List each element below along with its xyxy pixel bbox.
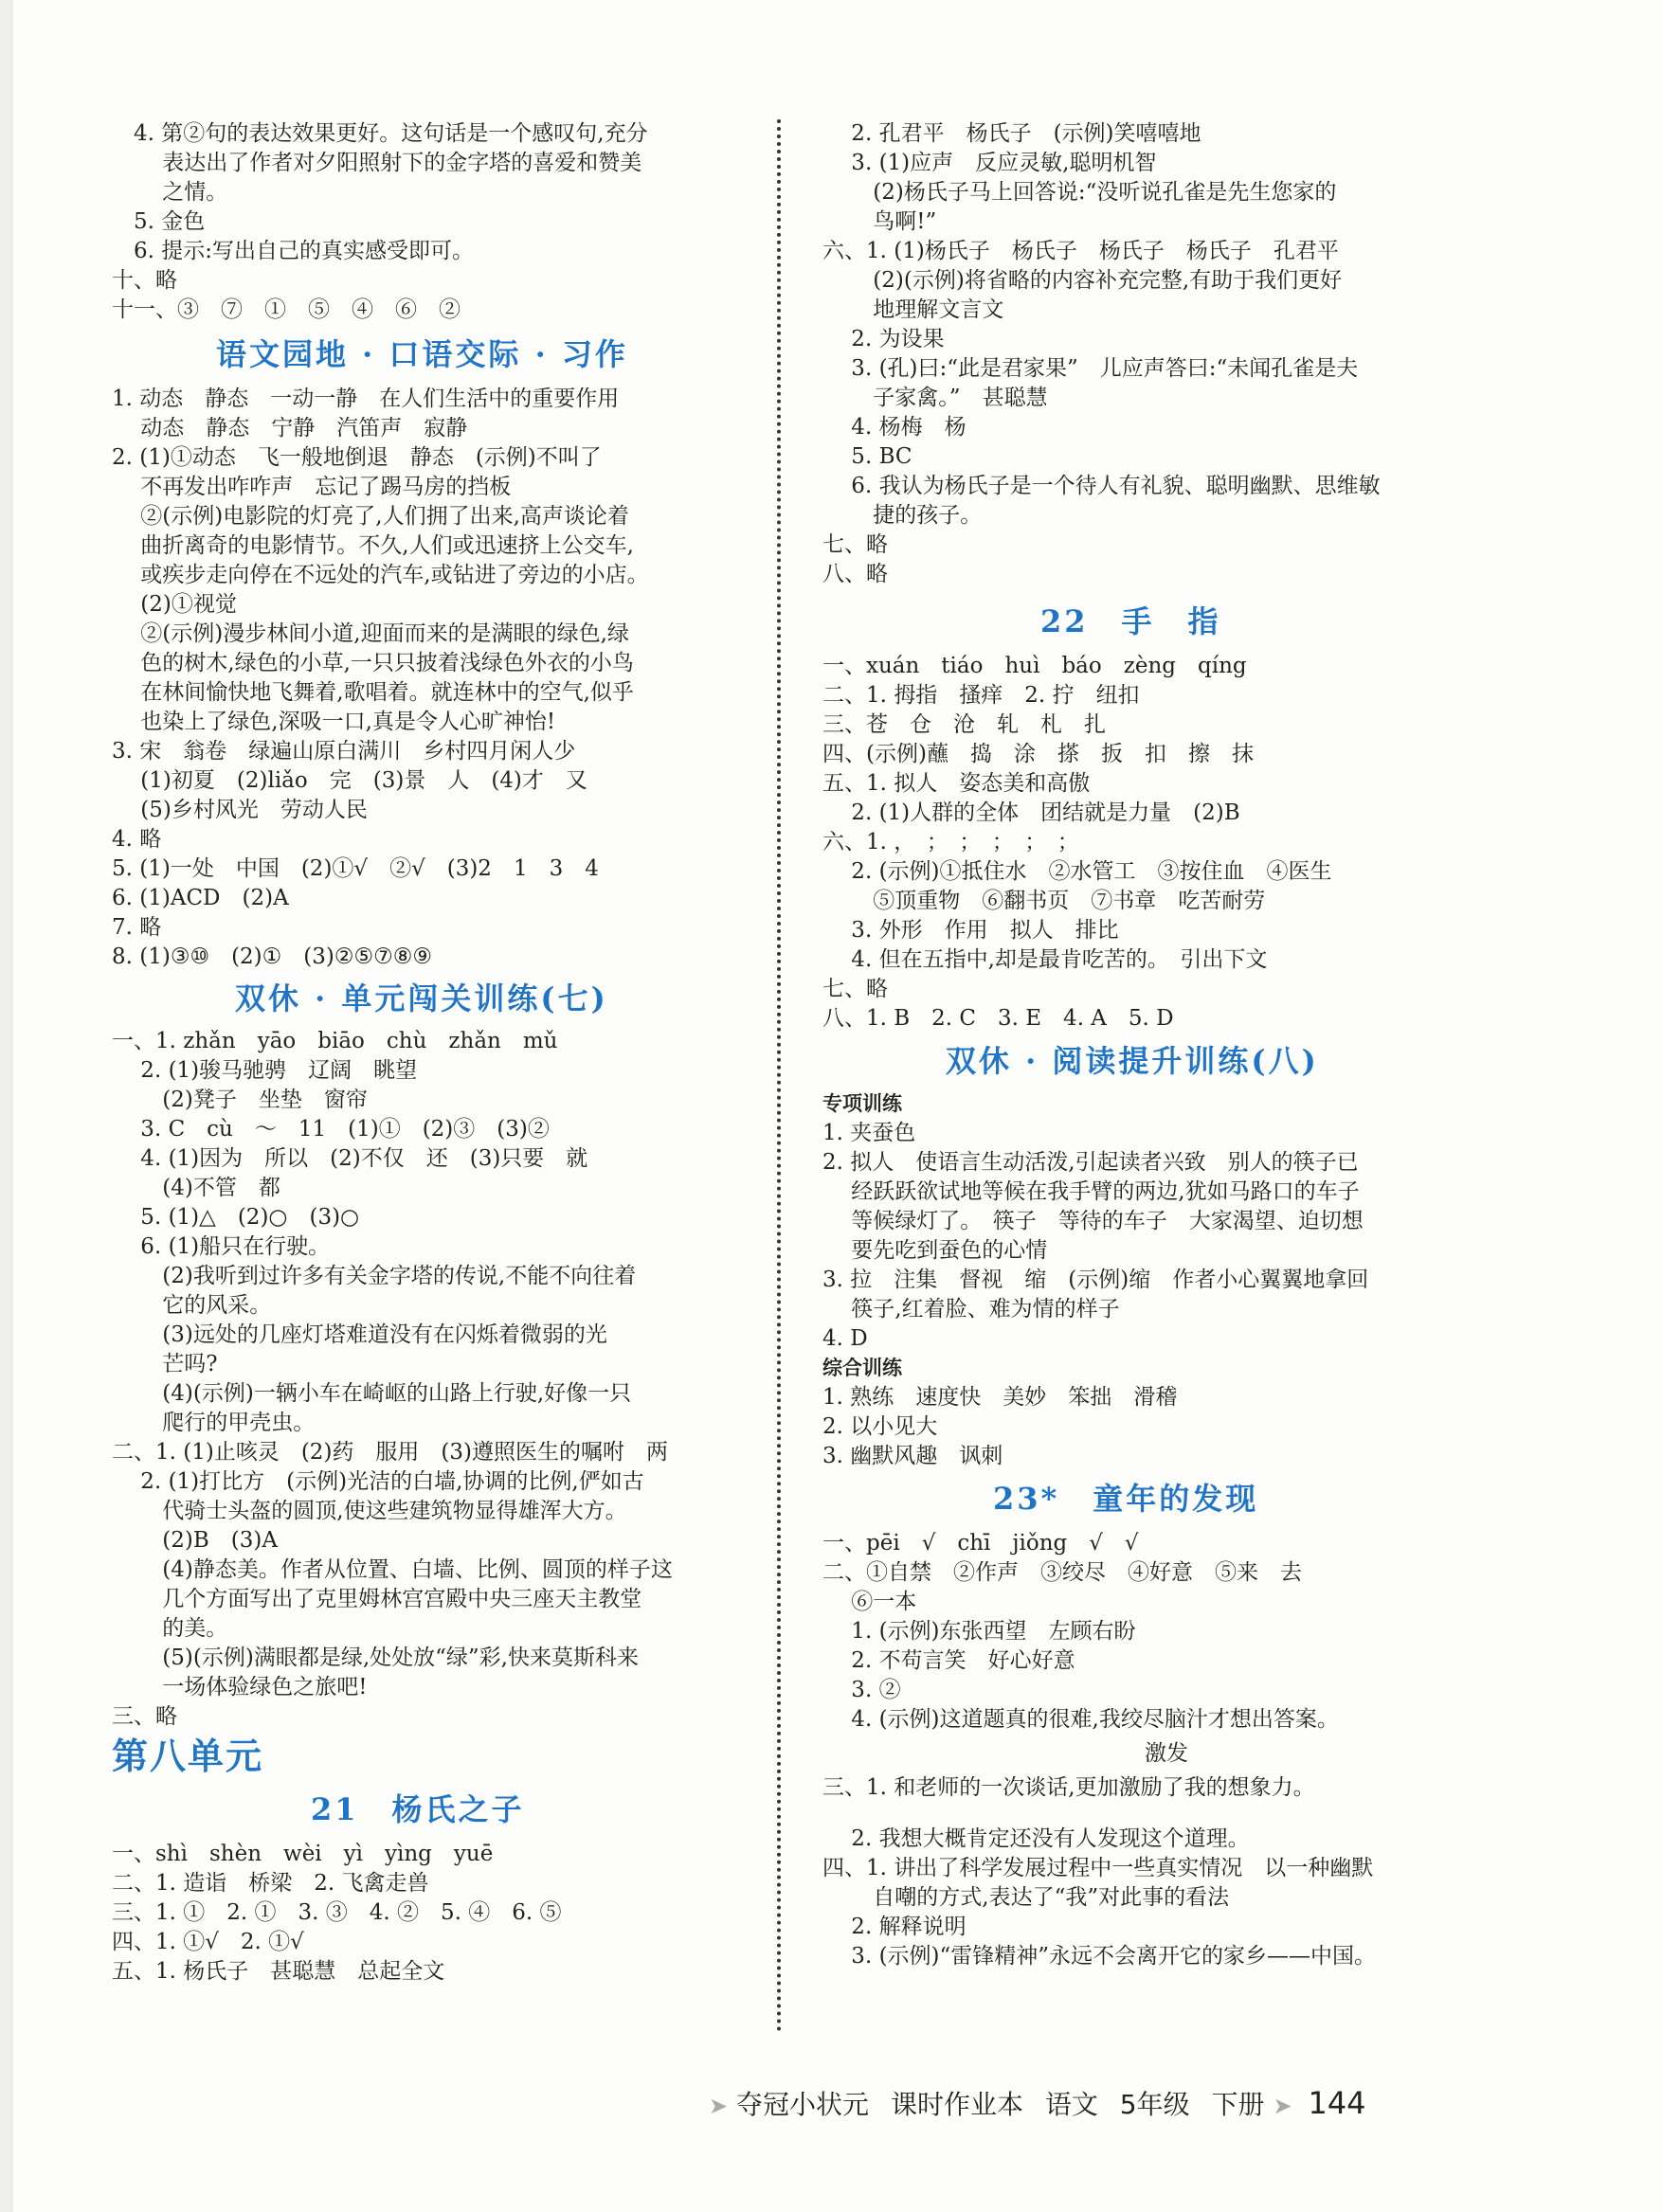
answer-line: 不再发出咋咋声 忘记了踢马房的挡板 xyxy=(112,475,512,499)
answer-line: 二、①自禁 ②作声 ③绞尽 ④好意 ⑤来 去 xyxy=(822,1560,1302,1585)
answer-line: (1)初夏 (2)liǎo 完 (3)景 人 (4)才 又 xyxy=(112,768,587,793)
footer-grade: 5年级 xyxy=(1119,2089,1190,2120)
section-heading: 语文园地 · 口语交际 · 习作 xyxy=(216,336,628,372)
answer-line: 2. 拟人 使语言生动活泼,引起读者兴致 别人的筷子已 xyxy=(822,1150,1359,1175)
section-heading: 双休 · 单元闯关训练(七) xyxy=(235,980,608,1016)
answer-line: 经跃跃欲试地等候在我手臂的两边,犹如马路口的车子 xyxy=(822,1179,1360,1204)
answer-line: 二、1. 拇指 搔痒 2. 拧 纽扣 xyxy=(822,683,1140,708)
answer-line: 3. (孔)曰:“此是君家果” 儿应声答曰:“未闻孔雀是夫 xyxy=(822,356,1359,381)
answer-line: 3. 外形 作用 拟人 排比 xyxy=(822,918,1119,943)
answer-line: (2)我听到过许多有关金字塔的传说,不能不向往着 xyxy=(112,1264,637,1288)
answer-line: 筷子,红着脸、难为情的样子 xyxy=(822,1297,1120,1322)
answer-line: ⑤顶重物 ⑥翻书页 ⑦书章 吃苦耐劳 xyxy=(822,889,1266,913)
answer-line: 2. (1)①动态 飞一般地倒退 静态 (示例)不叫了 xyxy=(112,445,602,470)
answer-line: 也染上了绿色,深吸一口,真是令人心旷神怡! xyxy=(112,710,556,734)
answer-line: 4. D xyxy=(822,1326,868,1351)
answer-line: 7. 略 xyxy=(112,915,162,940)
answer-line: 表达出了作者对夕阳照射下的金字塔的喜爱和赞美 xyxy=(112,151,642,175)
answer-line: 代骑士头盔的圆顶,使这些建筑物显得雄浑大方。 xyxy=(112,1499,627,1523)
footer-arrow-icon: ➤ xyxy=(709,2093,729,2119)
section-heading: 双休 · 阅读提升训练(八) xyxy=(946,1043,1319,1079)
answer-line: 三、1. ① 2. ① 3. ③ 4. ② 5. ④ 6. ⑤ xyxy=(112,1900,562,1925)
answer-line: 八、略 xyxy=(822,562,888,586)
answer-line: 二、1. (1)止咳灵 (2)药 服用 (3)遵照医生的嘱咐 两 xyxy=(112,1440,668,1465)
answer-line: 十、略 xyxy=(112,268,177,293)
answer-line: 一、shì shèn wèi yì yìng yuē xyxy=(112,1842,494,1866)
answer-line: (2)(示例)将省略的内容补充完整,有助于我们更好 xyxy=(822,268,1343,293)
answer-line: 6. 提示:写出自己的真实感受即可。 xyxy=(112,239,475,263)
answer-line: 2. (1)人群的全体 团结就是力量 (2)B xyxy=(822,800,1240,825)
answer-line: 鸟啊!” xyxy=(822,209,937,234)
column-divider xyxy=(777,119,781,2033)
answer-line: 一场体验绿色之旅吧! xyxy=(112,1675,368,1699)
answer-line: 4. 略 xyxy=(112,827,162,852)
footer-subject: 语文 xyxy=(1044,2089,1098,2120)
answer-line: (5)乡村风光 劳动人民 xyxy=(112,798,368,822)
answer-line: (4)不管 都 xyxy=(112,1176,280,1200)
answer-line: 要先吃到蚕色的心情 xyxy=(822,1238,1048,1263)
answer-line: 三、略 xyxy=(112,1704,177,1729)
answer-line: 八、1. B 2. C 3. E 4. A 5. D xyxy=(822,1006,1174,1031)
answer-line: 2. (1)打比方 (示例)光洁的白墙,协调的比例,俨如古 xyxy=(112,1469,644,1494)
section-heading: 21 杨氏之子 xyxy=(311,1791,525,1827)
answer-line: 五、1. 杨氏子 甚聪慧 总起全文 xyxy=(112,1959,445,1984)
answer-line: 4. 第②句的表达效果更好。这句话是一个感叹句,充分 xyxy=(112,121,648,146)
answer-line: 5. 金色 xyxy=(112,209,206,234)
answer-line: 地理解文言文 xyxy=(822,297,1004,322)
answer-line: 三、苍 仓 沧 轧 札 扎 xyxy=(822,712,1106,737)
answer-line: (2)杨氏子马上回答说:“没听说孔雀是先生您家的 xyxy=(822,180,1337,205)
answer-line: 3. (示例)“雷锋精神”永远不会离开它的家乡——中国。 xyxy=(822,1944,1377,1969)
answer-line: 一、xuán tiáo huì báo zèng qíng xyxy=(822,654,1247,678)
answer-line: 4. 但在五指中,却是最肯吃苦的。 引出下文 xyxy=(822,947,1268,972)
answer-line: 的美。 xyxy=(112,1616,228,1641)
answer-line: 七、略 xyxy=(822,977,888,1001)
answer-line: 六、1. (1)杨氏子 杨氏子 杨氏子 杨氏子 孔君平 xyxy=(822,239,1339,263)
answer-line: 一、1. zhǎn yāo biāo chù zhǎn mǔ xyxy=(112,1029,558,1053)
answer-line: 1. 熟练 速度快 美妙 笨拙 滑稽 xyxy=(822,1385,1178,1410)
answer-line: 2. (1)骏马驰骋 辽阔 眺望 xyxy=(112,1058,418,1083)
answer-line: 动态 静态 宁静 汽笛声 寂静 xyxy=(112,416,468,441)
answer-line: (5)(示例)满眼都是绿,处处放“绿”彩,快来莫斯科来 xyxy=(112,1646,639,1670)
answer-line: 五、1. 拟人 姿态美和高傲 xyxy=(822,771,1091,796)
answer-line: 5. (1)△ (2)○ (3)○ xyxy=(112,1205,360,1230)
answer-line: 2. 以小见大 xyxy=(822,1414,938,1439)
page-footer xyxy=(709,2084,1366,2122)
answer-line: (2)B (3)A xyxy=(112,1528,278,1553)
answer-line: 综合训练 xyxy=(822,1357,902,1379)
answer-line: 之情。 xyxy=(112,180,228,205)
section-heading: 23* 童年的发现 xyxy=(993,1481,1259,1517)
answer-line: 2. 不苟言笑 好心好意 xyxy=(822,1648,1075,1673)
answer-line: 六、1. ， ； ； ； ； ； xyxy=(822,830,1079,854)
answer-line: 3. ② xyxy=(822,1678,901,1702)
answer-line: 芒吗? xyxy=(112,1352,218,1376)
section-heading: 22 手 指 xyxy=(1040,603,1221,639)
answer-line: 爬行的甲壳虫。 xyxy=(112,1411,316,1435)
answer-line: 四、(示例)蘸 捣 涂 搽 扳 扣 擦 抹 xyxy=(822,742,1254,766)
answer-line: 3. C cù ～ 11 (1)① (2)③ (3)② xyxy=(112,1117,550,1142)
answer-line: 色的树木,绿色的小草,一只只披着浅绿色外衣的小鸟 xyxy=(112,651,634,675)
footer-book: 课时作业本 xyxy=(890,2089,1023,2120)
answer-line: 等候绿灯了。 筷子 等待的车子 大家渴望、迫切想 xyxy=(822,1209,1364,1233)
answer-line: 自嘲的方式,表达了“我”对此事的看法 xyxy=(822,1885,1230,1910)
answer-line: 4. 杨梅 杨 xyxy=(822,415,966,440)
answer-line: (4)(示例)一辆小车在崎岖的山路上行驶,好像一只 xyxy=(112,1381,632,1406)
answer-line: 3. 拉 注集 督视 缩 (示例)缩 作者小心翼翼地拿回 xyxy=(822,1268,1369,1292)
answer-line: ②(示例)电影院的灯亮了,人们拥了出来,高声谈论着 xyxy=(112,504,629,529)
answer-line: 5. (1)一处 中国 (2)①√ ②√ (3)2 1 3 4 xyxy=(112,856,599,881)
footer-arrow-icon-2: ➤ xyxy=(1273,2093,1292,2119)
answer-line: ②(示例)漫步林间小道,迎面而来的是满眼的绿色,绿 xyxy=(112,621,629,646)
answer-line: 1. 夹蚕色 xyxy=(822,1121,916,1145)
answer-line: 2. (示例)①抵住水 ②水管工 ③按住血 ④医生 xyxy=(822,859,1332,884)
answer-line: ⑥一本 xyxy=(822,1590,917,1614)
answer-line: 二、1. 造诣 桥梁 2. 飞禽走兽 xyxy=(112,1871,429,1896)
answer-line: 2. 我想大概肯定还没有人发现这个道理。 xyxy=(822,1826,1250,1851)
answer-line: 5. BC xyxy=(822,444,912,469)
answer-line: (2)①视觉 xyxy=(112,592,237,617)
answer-line: 3. 幽默风趣 讽刺 xyxy=(822,1444,1003,1468)
answer-line: 几个方面写出了克里姆林宫宫殿中央三座天主教堂 xyxy=(112,1587,642,1611)
answer-line: 它的风采。 xyxy=(112,1293,272,1318)
answer-line: 2. 解释说明 xyxy=(822,1915,966,1939)
answer-line: 3. (1)应声 反应灵敏,聪明机智 xyxy=(822,151,1157,175)
answer-line: 1. (示例)东张西望 左顾右盼 xyxy=(822,1619,1136,1644)
answer-line: 子家禽。” 甚聪慧 xyxy=(822,386,1048,410)
answer-line: 七、略 xyxy=(822,532,888,557)
answer-line: 曲折离奇的电影情节。不久,人们或迅速挤上公交车, xyxy=(112,533,634,558)
answer-line: 8. (1)③⑩ (2)① (3)②⑤⑦⑧⑨ xyxy=(112,944,432,969)
page-number: 144 xyxy=(1308,2085,1366,2121)
answer-line: 专项训练 xyxy=(822,1092,902,1115)
answer-line: 4. (1)因为 所以 (2)不仅 还 (3)只要 就 xyxy=(112,1146,588,1171)
answer-line: 2. 孔君平 杨氏子 (示例)笑嘻嘻地 xyxy=(822,121,1201,146)
section-heading: 第八单元 xyxy=(112,1735,264,1777)
answer-line: (2)凳子 坐垫 窗帘 xyxy=(112,1088,368,1112)
answer-line: 4. (示例)这道题真的很难,我绞尽脑汁才想出答案。 xyxy=(822,1707,1339,1732)
answer-line: 十一、③ ⑦ ① ⑤ ④ ⑥ ② xyxy=(112,297,461,322)
answer-line: 1. 动态 静态 一动一静 在人们生活中的重要作用 xyxy=(112,387,620,411)
answer-line: 四、1. ①√ 2. ①√ xyxy=(112,1930,304,1954)
answer-line: 3. 宋 翁卷 绿遍山原白满川 乡村四月闲人少 xyxy=(112,739,576,764)
answer-line: 2. 为设果 xyxy=(822,327,945,351)
answer-line: 三、1. 和老师的一次谈话,更加激励了我的想象力。 xyxy=(822,1775,1315,1800)
answer-line: 6. 我认为杨氏子是一个待人有礼貌、聪明幽默、思维敏 xyxy=(822,474,1381,498)
answer-line: (3)远处的几座灯塔难道没有在闪烁着微弱的光 xyxy=(112,1322,607,1347)
page-edge xyxy=(0,0,13,2212)
answer-line: 捷的孩子。 xyxy=(822,503,983,528)
answer-line: 在林间愉快地飞舞着,歌唱着。就连林中的空气,似乎 xyxy=(112,680,634,705)
answer-line: 或疾步走向停在不远处的汽车,或钻进了旁边的小店。 xyxy=(112,563,649,587)
answer-line: (4)静态美。作者从位置、白墙、比例、圆顶的样子这 xyxy=(112,1557,673,1582)
answer-line: 6. (1)船只在行驶。 xyxy=(112,1234,331,1259)
answer-line: 四、1. 讲出了科学发展过程中一些真实情况 以一种幽默 xyxy=(822,1856,1374,1880)
footer-term: 下册 xyxy=(1211,2089,1265,2120)
answer-line: 6. (1)ACD (2)A xyxy=(112,886,289,910)
footer-brand: 夺冠小状元 xyxy=(736,2089,870,2120)
answer-line: 激发 xyxy=(1145,1741,1188,1766)
answer-line: 一、pēi √ chī jiǒng √ √ xyxy=(822,1531,1139,1556)
